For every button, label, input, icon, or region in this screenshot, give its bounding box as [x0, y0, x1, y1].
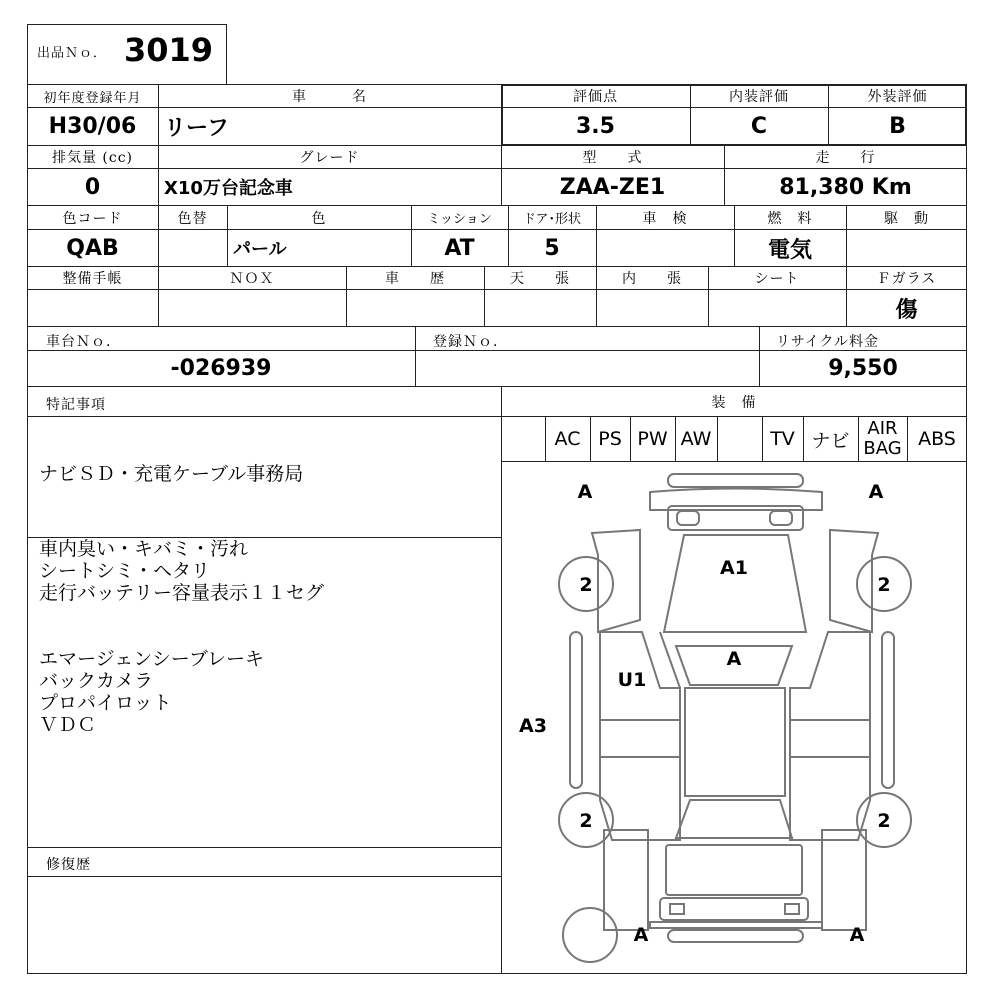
- car-name-value: リーフ: [164, 116, 229, 141]
- door-label: ドア･形状: [522, 212, 582, 227]
- notes-section-2: 車内臭い・キバミ・汚れ シートシミ・ヘタリ 走行バッテリー容量表示１１セグ エマージェンシーブレーキ バックカメラ プロパイロット ＶＤＣ: [39, 538, 325, 736]
- color-code-label: 色コード: [62, 210, 123, 227]
- exterior-value: B: [889, 114, 906, 139]
- lot-number-box: [27, 24, 227, 85]
- glass-value: 傷: [895, 297, 918, 323]
- equip-blank-1: [501, 417, 545, 461]
- notes-section-1: ナビＳＤ・充電ケーブル事務局: [39, 463, 304, 485]
- car-damage-diagram: [502, 462, 966, 973]
- front-right-mark: A: [868, 481, 884, 503]
- nox-label: ＮＯＸ: [229, 271, 275, 287]
- mission-label: ミッション: [427, 212, 492, 227]
- repair-history-label: 修復歴: [46, 857, 91, 873]
- equip-tv: TV: [770, 428, 795, 450]
- color-code-value: QAB: [66, 235, 119, 261]
- tire-rl-mark: 2: [579, 810, 593, 832]
- seat-label: シート: [754, 271, 800, 287]
- inner-label: 内 張: [622, 271, 682, 287]
- equip-ac: AC: [554, 428, 581, 450]
- equip-navi: ナビ: [811, 429, 850, 452]
- grade-label: グレード: [299, 150, 360, 166]
- first-reg-value: H30/06: [48, 114, 137, 139]
- notes-label: 特記事項: [46, 397, 106, 413]
- chassis-value: -026939: [170, 356, 272, 381]
- equip-airbag: AIR BAG: [863, 418, 902, 459]
- inspection-label: 車 検: [642, 210, 688, 227]
- repaint-label: 色替: [177, 210, 208, 227]
- roof-mark: A: [726, 648, 742, 670]
- equip-abs: ABS: [918, 428, 956, 450]
- rear-right-mark: A: [849, 924, 865, 946]
- tire-fr-mark: 2: [877, 574, 891, 596]
- history-label: 車 歴: [385, 271, 445, 287]
- recycle-label: リサイクル料金: [776, 334, 880, 350]
- left-side-front-mark: U1: [617, 669, 647, 691]
- score-value: 3.5: [576, 114, 615, 139]
- drive-label: 駆 動: [884, 210, 929, 227]
- model-value: ZAA-ZE1: [559, 174, 666, 200]
- displacement-label: 排気量 (cc): [51, 150, 134, 166]
- drive-value: [846, 230, 967, 266]
- score-label: 評価点: [573, 89, 618, 105]
- mission-value: AT: [444, 235, 475, 261]
- fuel-label: 燃 料: [767, 210, 813, 227]
- equip-pw: PW: [637, 428, 668, 450]
- color-label: 色: [311, 210, 327, 227]
- lot-number: 3019: [124, 31, 214, 69]
- lot-number-label: 出品Ｎｏ．: [37, 46, 108, 61]
- mileage-value: 81,380 Km: [779, 174, 912, 200]
- equipment-label: 装 備: [711, 394, 757, 411]
- door-value: 5: [544, 235, 560, 261]
- chassis-label: 車台Ｎｏ．: [46, 334, 121, 350]
- reg-value: [415, 351, 759, 386]
- equip-ps: PS: [598, 428, 622, 450]
- interior-value: C: [750, 114, 768, 139]
- left-side-mark: A3: [519, 715, 547, 737]
- sunroof-label: 天 張: [510, 271, 570, 287]
- fuel-value: 電気: [767, 237, 812, 263]
- car-name-label: 車 名: [292, 89, 367, 105]
- reg-label: 登録Ｎｏ．: [433, 334, 508, 350]
- first-reg-label: 初年度登録年月: [43, 90, 142, 106]
- recycle-value: 9,550: [828, 356, 898, 381]
- inspection-value: [596, 230, 734, 266]
- rear-left-mark: A: [633, 924, 649, 946]
- model-label: 型 式: [582, 150, 643, 166]
- glass-label: Ｆガラス: [876, 271, 937, 287]
- displacement-value: 0: [84, 174, 101, 200]
- equip-blank-2: [717, 417, 762, 461]
- tire-fl-mark: 2: [579, 574, 593, 596]
- grade-value: X10万台記念車: [164, 178, 293, 199]
- equip-aw: AW: [680, 428, 712, 450]
- interior-label: 内装評価: [729, 89, 789, 105]
- tire-rr-mark: 2: [877, 810, 891, 832]
- mileage-label: 走 行: [815, 150, 876, 166]
- front-left-mark: A: [577, 481, 593, 503]
- color-value: パール: [233, 239, 287, 260]
- maintenance-label: 整備手帳: [62, 271, 123, 287]
- repaint-value: [158, 230, 227, 266]
- exterior-label: 外装評価: [867, 89, 928, 105]
- hood-mark: A1: [720, 557, 748, 579]
